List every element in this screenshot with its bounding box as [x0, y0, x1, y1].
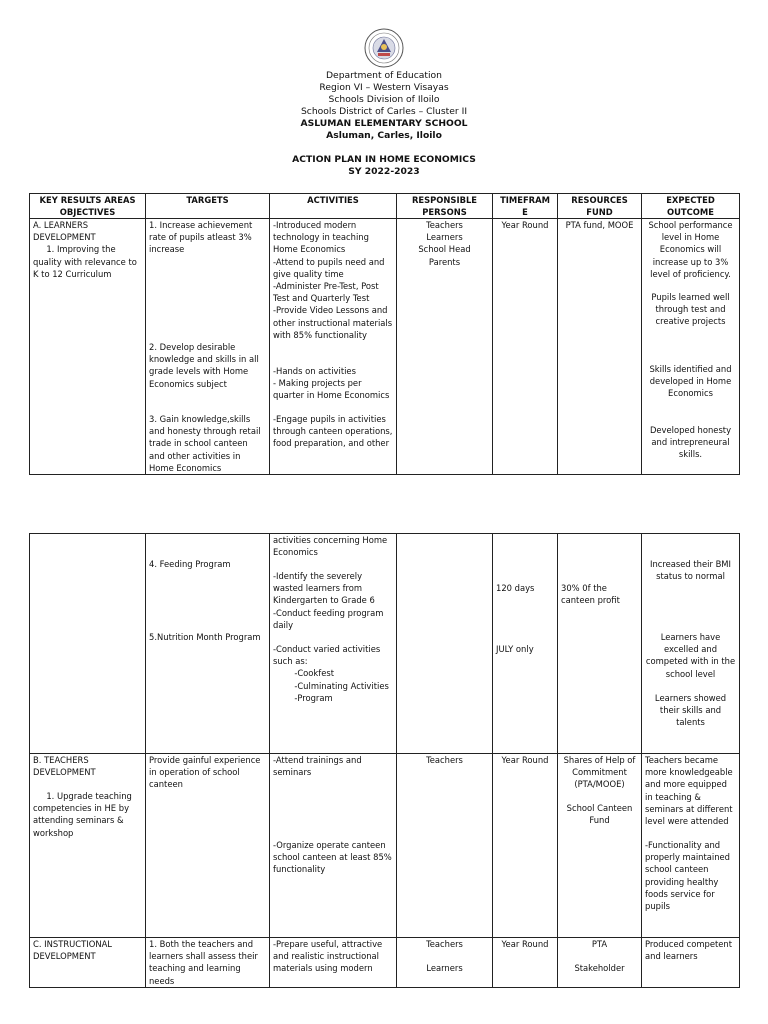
outcome-b2: -Functionality and properly maintained school canteen providing healthy foods service for pupils [645, 840, 733, 912]
table-cell-resources [558, 534, 642, 754]
activities-b2: -Organize operate canteen school canteen at least 85% functionality [273, 840, 395, 875]
table-cell-outcome [642, 534, 740, 754]
target-5: 5.Nutrition Month Program [149, 632, 261, 642]
outcome-2: Pupils learned well through test and creative projects [651, 292, 733, 327]
target-4: 4. Feeding Program [149, 559, 231, 569]
outcome-c: Produced competent and learners [645, 939, 735, 962]
table-cell-persons [397, 219, 493, 475]
document-header [0, 70, 768, 178]
activities-c: -Prepare useful, attractive and realistic instructional materials using modern [273, 939, 385, 974]
responsible-persons: Teachers Learners School Head Parents [418, 220, 471, 267]
activities-1: -Introduced modern technology in teaching Home Economics -Attend to pupils need and give quality time -Administer Pre-Test, Post Test and Quarterly Test -Provide Video Lessons and other instructional materials with 85% functionality [273, 220, 393, 340]
kra-teachers: B. TEACHERS DEVELOPMENT [33, 755, 96, 778]
responsible-persons-c1: Teachers [426, 939, 463, 949]
table-cell-kra [30, 534, 146, 754]
resources-4: 30% 0f the canteen profit [561, 583, 620, 606]
table-cell-timeframe [493, 534, 558, 754]
timeframe-5: JULY only [496, 644, 534, 654]
table-cell-activities [270, 534, 397, 754]
resources-b2: School Canteen Fund [566, 803, 635, 826]
col-header-targets: TARGETS [146, 194, 270, 219]
col-header-outcome: EXPECTED OUTCOME [642, 194, 740, 219]
table-cell-targets [146, 219, 270, 475]
table-cell-resources [558, 219, 642, 475]
table-cell-outcome [642, 938, 740, 988]
action-plan-table-page1 [29, 193, 740, 475]
activities-2: -Hands on activities - Making projects per quarter in Home Economics [273, 366, 390, 401]
outcome-1: School performance level in Home Economics will increase up to 3% level of proficiency. [648, 220, 736, 279]
table-cell-targets [146, 938, 270, 988]
header-division: Schools Division of Iloilo [328, 94, 440, 105]
header-district: Schools District of Carles – Cluster II [300, 106, 468, 117]
timeframe-b: Year Round [501, 755, 549, 765]
outcome-4: Developed honesty and intrepreneural skills. [649, 425, 734, 460]
table-cell-outcome [642, 754, 740, 938]
timeframe-c: Year Round [501, 939, 549, 949]
header-address: Asluman, Carles, Iloilo [326, 130, 442, 141]
activities-4: -Identify the severely wasted learners from Kindergarten to Grade 6 -Conduct feeding program daily [273, 571, 384, 630]
col-header-timeframe: TIMEFRAM E [493, 194, 558, 219]
outcome-7: Learners showed their skills and talents [654, 693, 729, 728]
target-1: 1. Increase achievement rate of pupils atleast 3% increase [149, 220, 255, 255]
table-cell-kra [30, 219, 146, 475]
table-cell-persons [397, 534, 493, 754]
target-c: 1. Both the teachers and learners shall assess their teaching and learning needs [149, 939, 261, 986]
header-region: Region VI – Western Visayas [319, 82, 449, 93]
outcome-6: Learners have excelled and competed with in the school level [645, 632, 738, 679]
timeframe: Year Round [501, 220, 549, 230]
resources-c2: Stakeholder [574, 963, 625, 973]
col-header-activities: ACTIVITIES [270, 194, 397, 219]
table-cell-activities [270, 219, 397, 475]
table-cell-targets [146, 534, 270, 754]
table-cell-resources [558, 938, 642, 988]
target-3: 3. Gain knowledge,skills and honesty through retail trade in school canteen and other activities in Home Economics [149, 414, 264, 473]
timeframe-4: 120 days [496, 583, 535, 593]
target-b: Provide gainful experience in operation of school canteen [149, 755, 264, 790]
responsible-persons-c2: Learners [426, 963, 463, 973]
outcome-5: Increased their BMI status to normal [649, 559, 734, 582]
header-school: ASLUMAN ELEMENTARY SCHOOL [300, 118, 468, 129]
header-department: Department of Education [325, 70, 443, 81]
activities-3: -Engage pupils in activities through canteen operations, food preparation, and other [273, 414, 396, 449]
table-cell-activities [270, 754, 397, 938]
kra-learners-objective: 1. Improving the quality with relevance to K to 12 Curriculum [33, 244, 140, 279]
col-header-kra: KEY RESULTS AREAS OBJECTIVES [30, 194, 146, 219]
target-2: 2. Develop desirable knowledge and skills in all grade levels with Home Economics subject [149, 342, 262, 389]
resources-fund: PTA fund, MOOE [565, 220, 634, 230]
table-cell-outcome [642, 219, 740, 475]
school-year: SY 2022-2023 [348, 166, 420, 177]
table-cell-activities [270, 938, 397, 988]
col-header-persons: RESPONSIBLE PERSONS [397, 194, 493, 219]
deped-seal-logo [364, 28, 404, 68]
activities-continued: activities concerning Home Economics [273, 535, 390, 558]
activities-5: -Conduct varied activities such as: -Cookfest -Culminating Activities -Program [273, 644, 389, 703]
responsible-persons-b: Teachers [426, 755, 463, 765]
action-plan-table-page2 [29, 533, 740, 988]
table-cell-timeframe [493, 938, 558, 988]
resources-c1: PTA [591, 939, 608, 949]
table-cell-persons [397, 938, 493, 988]
outcome-3: Skills identified and developed in Home Economics [649, 364, 735, 399]
table-cell-persons [397, 754, 493, 938]
kra-teachers-objective: 1. Upgrade teaching competencies in HE by attending seminars & workshop [33, 791, 135, 838]
activities-b1: -Attend trainings and seminars [273, 755, 365, 778]
kra-instructional: C. INSTRUCTIONAL DEVELOPMENT [33, 939, 115, 962]
col-header-resources: RESOURCES FUND [558, 194, 642, 219]
outcome-b1: Teachers became more knowledgeable and more equipped in teaching & seminars at different level were attended [645, 755, 736, 827]
kra-learners: A. LEARNERS DEVELOPMENT [33, 220, 96, 243]
table-cell-targets [146, 754, 270, 938]
table-cell-timeframe [493, 754, 558, 938]
document-title: ACTION PLAN IN HOME ECONOMICS [292, 154, 476, 165]
table-cell-resources [558, 754, 642, 938]
table-cell-kra [30, 938, 146, 988]
table-cell-timeframe [493, 219, 558, 475]
resources-b1: Shares of Help of Commitment (PTA/MOOE) [563, 755, 639, 790]
table-cell-kra [30, 754, 146, 938]
